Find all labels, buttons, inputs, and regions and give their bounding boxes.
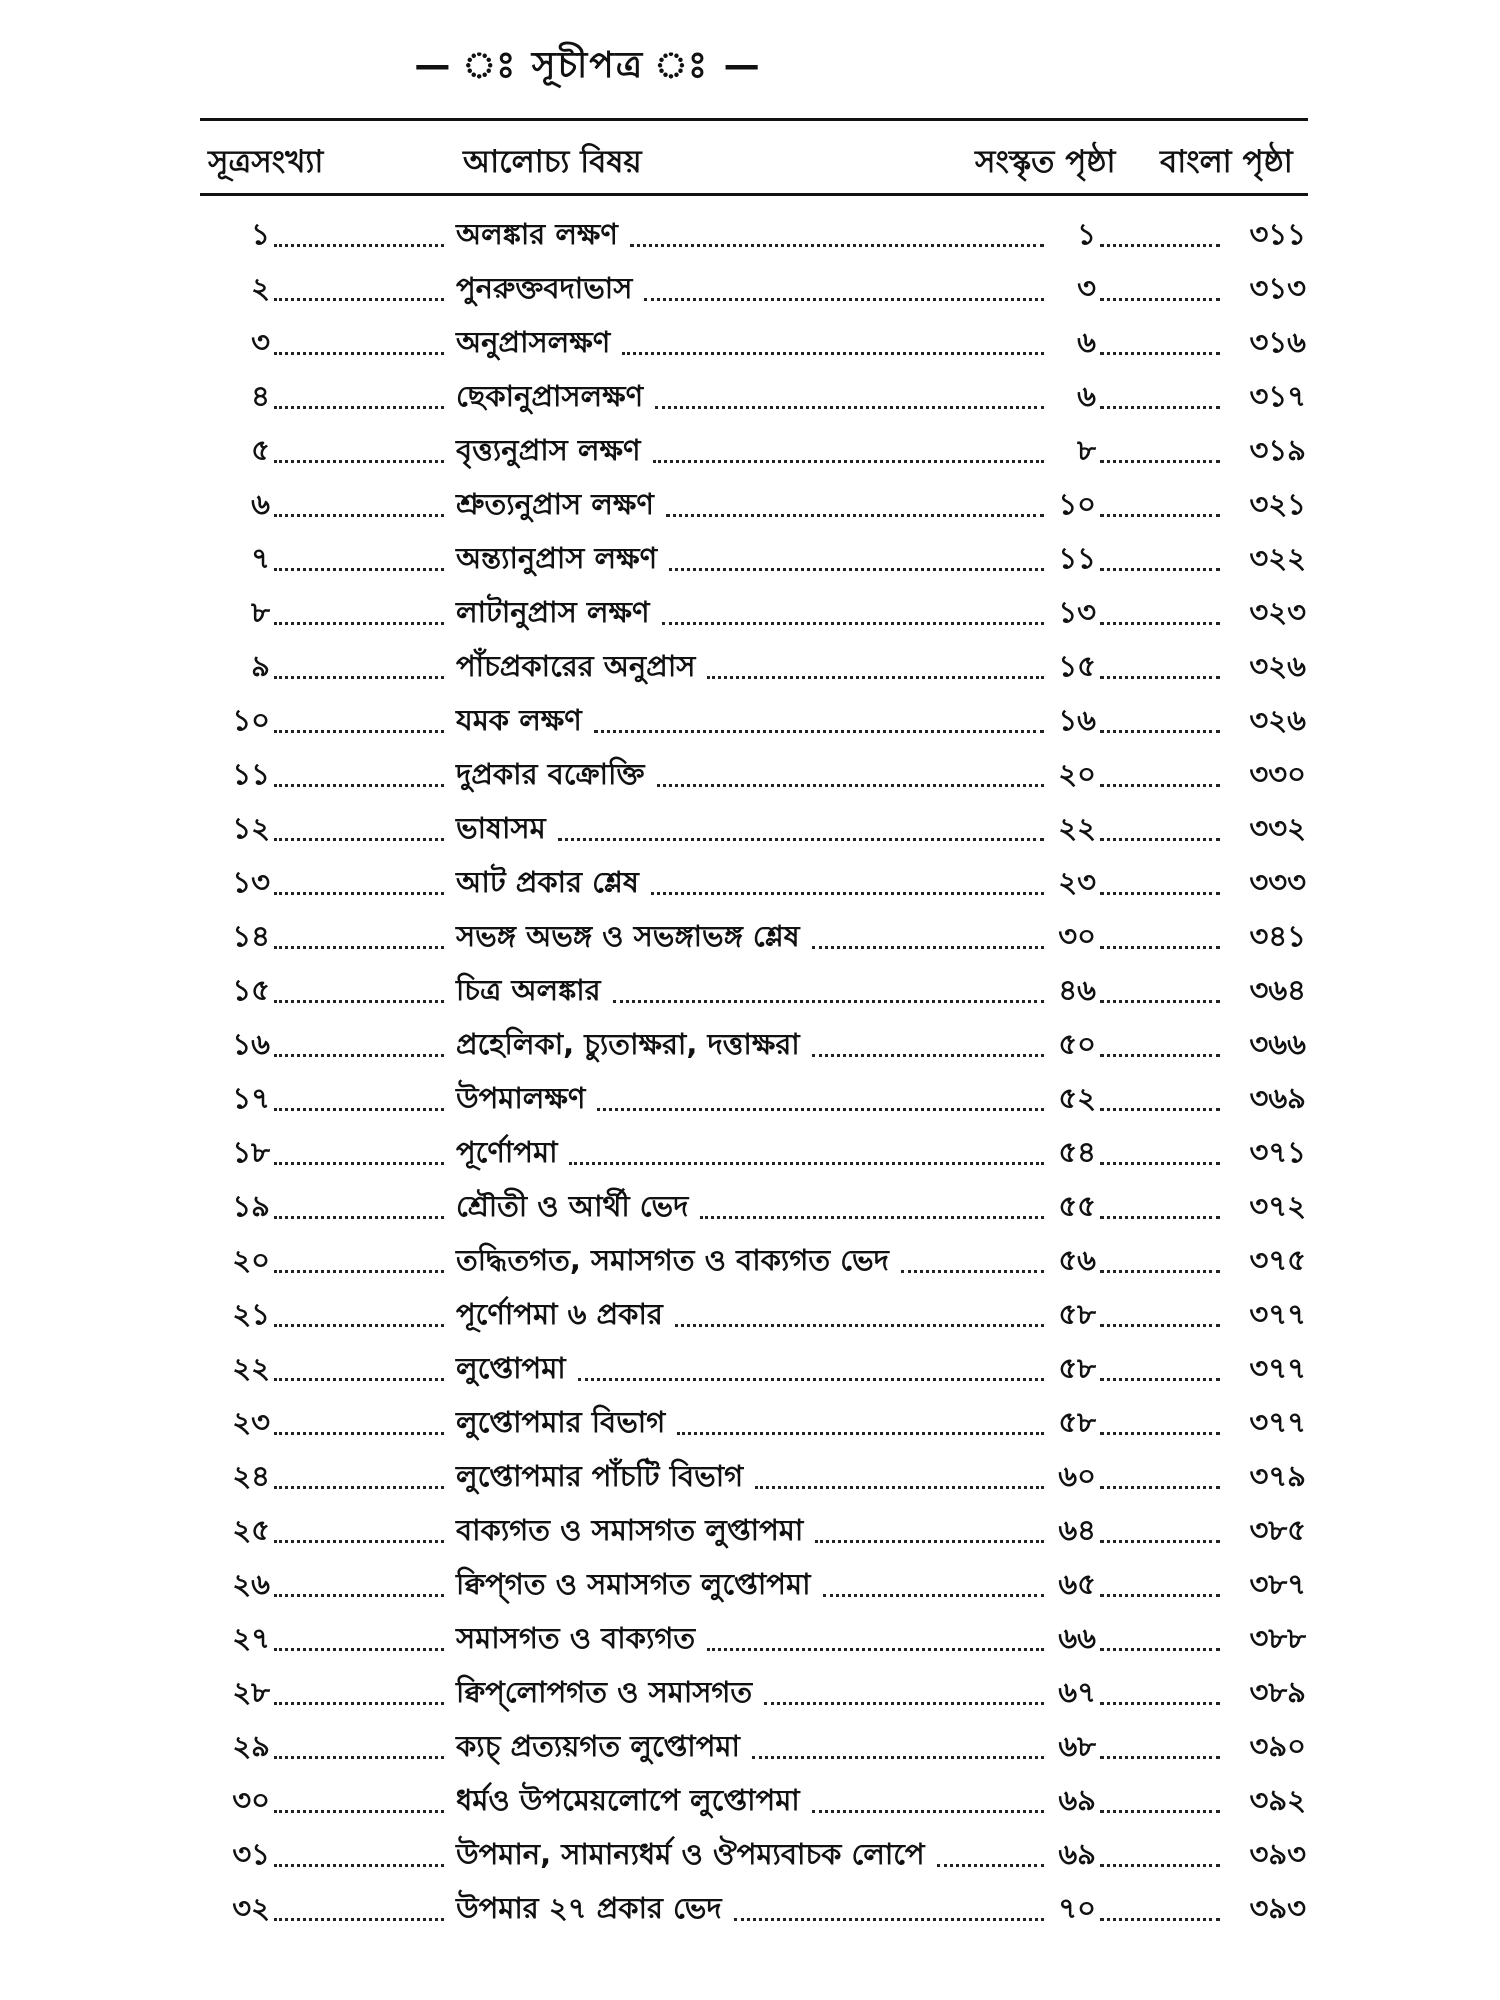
sutra-number: ২০ [232, 1243, 270, 1277]
subject-text: অলঙ্কার লক্ষণ [456, 217, 618, 251]
dot-leader [1100, 892, 1220, 895]
dot-leader [274, 568, 444, 571]
dot-leader [1100, 352, 1220, 355]
subject-text: বৃত্ত্যনুপ্রাস লক্ষণ [456, 433, 641, 467]
dot-leader [815, 1540, 1044, 1543]
bangla-page: ৩৯৩ [1249, 1837, 1306, 1871]
table-row [0, 693, 1500, 747]
subject-text: সভঙ্গ অভঙ্গ ও সভঙ্গাভঙ্গ শ্লেষ [456, 919, 800, 953]
sutra-number: ৩ [251, 325, 270, 359]
subject-text: ধর্মও উপমেয়লোপে লুপ্তোপমা [456, 1783, 800, 1817]
subject-text: শ্রৌতী ও আর্থী ভেদ [456, 1189, 689, 1223]
table-row [0, 963, 1500, 1017]
sutra-number: ২৮ [232, 1675, 270, 1709]
dot-leader [662, 622, 1044, 625]
table-row [0, 1557, 1500, 1611]
dot-leader [274, 1864, 444, 1867]
bangla-page: ৩৮৮ [1249, 1621, 1306, 1655]
bangla-page: ৩৮৭ [1249, 1567, 1306, 1601]
subject-text: ছেকানুপ্রাসলক্ষণ [456, 379, 644, 413]
sanskrit-page: ৫২ [1058, 1081, 1096, 1115]
dot-leader [1100, 1324, 1220, 1327]
table-row [0, 477, 1500, 531]
dot-leader [812, 946, 1044, 949]
dot-leader [1100, 1432, 1220, 1435]
bangla-page: ৩৭৭ [1249, 1297, 1306, 1331]
subject-text: পূর্ণোপমা [456, 1135, 558, 1169]
subject-text: চিত্র অলঙ্কার [456, 973, 601, 1007]
dot-leader [1100, 460, 1220, 463]
table-row [0, 855, 1500, 909]
bangla-page: ৩১১ [1249, 217, 1306, 251]
sanskrit-page: ৫৪ [1058, 1135, 1096, 1169]
subject-text: উপমালক্ষণ [456, 1081, 586, 1115]
dot-leader [569, 1162, 1044, 1165]
table-row [0, 315, 1500, 369]
subject-text: শ্রুত্যনুপ্রাস লক্ষণ [456, 487, 654, 521]
sanskrit-page: ৬ [1077, 325, 1096, 359]
dot-leader [707, 676, 1044, 679]
bangla-page: ৩৩২ [1249, 811, 1306, 845]
dot-leader [755, 1486, 1044, 1489]
sutra-number: ২৯ [232, 1729, 270, 1763]
bangla-page: ৩১৬ [1249, 325, 1306, 359]
sanskrit-page: ৭০ [1058, 1891, 1096, 1925]
table-row [0, 207, 1500, 261]
sanskrit-page: ৫০ [1058, 1027, 1096, 1061]
dot-leader [1100, 838, 1220, 841]
sutra-number: ৩২ [232, 1891, 270, 1925]
dot-leader [1100, 1756, 1220, 1759]
bangla-page: ৩৭৯ [1249, 1459, 1306, 1493]
dot-leader [613, 1000, 1044, 1003]
bangla-page: ৩১৭ [1249, 379, 1306, 413]
sutra-number: ১৭ [232, 1081, 270, 1115]
bangla-page: ৩২২ [1249, 541, 1306, 575]
sutra-number: ১০ [232, 703, 270, 737]
sanskrit-page: ২৩ [1058, 865, 1096, 899]
sutra-number: ২৩ [232, 1405, 270, 1439]
dot-leader [274, 730, 444, 733]
sutra-number: ৫ [251, 433, 270, 467]
bangla-page: ৩৭৫ [1249, 1243, 1306, 1277]
dot-leader [274, 622, 444, 625]
subject-text: ভাষাসম [456, 811, 546, 845]
sanskrit-page: ৬ [1077, 379, 1096, 413]
header-top-rule [200, 118, 1308, 121]
sanskrit-page: ৬৮ [1058, 1729, 1096, 1763]
sanskrit-page: ৮ [1077, 433, 1096, 467]
bangla-page: ৩৬৯ [1249, 1081, 1306, 1115]
sanskrit-page: ৫৮ [1058, 1405, 1096, 1439]
dot-leader [653, 460, 1044, 463]
dot-leader [1100, 1000, 1220, 1003]
table-row [0, 531, 1500, 585]
dot-leader [657, 784, 1044, 787]
sutra-number: ১২ [232, 811, 270, 845]
table-row [0, 1017, 1500, 1071]
dot-leader [644, 298, 1044, 301]
dot-leader [669, 568, 1044, 571]
sutra-number: ১ [251, 217, 270, 251]
dot-leader [274, 1540, 444, 1543]
page-title: — ঃ সূচীপত্র ঃ — [414, 45, 762, 86]
dot-leader [274, 1918, 444, 1921]
sutra-number: ২ [251, 271, 270, 305]
dot-leader [764, 1702, 1044, 1705]
subject-text: ক্বিপ্‌লোপগত ও সমাসগত [456, 1675, 753, 1709]
sutra-number: ১৪ [232, 919, 270, 953]
bangla-page: ৩১৯ [1249, 433, 1306, 467]
sutra-number: ৯ [251, 649, 270, 683]
sutra-number: ২২ [232, 1351, 270, 1385]
table-row [0, 801, 1500, 855]
dot-leader [1100, 406, 1220, 409]
bangla-page: ৩৮৯ [1249, 1675, 1306, 1709]
dot-leader [274, 1594, 444, 1597]
table-row [0, 1881, 1500, 1935]
dot-leader [274, 892, 444, 895]
table-row [0, 369, 1500, 423]
table-row [0, 1341, 1500, 1395]
dot-leader [700, 1216, 1044, 1219]
dot-leader [651, 892, 1044, 895]
sanskrit-page: ৫৫ [1058, 1189, 1096, 1223]
table-row [0, 1719, 1500, 1773]
subject-text: আট প্রকার শ্লেষ [456, 865, 639, 899]
dot-leader [274, 1648, 444, 1651]
bangla-page: ৩৭৭ [1249, 1351, 1306, 1385]
dot-leader [274, 298, 444, 301]
dot-leader [1100, 1216, 1220, 1219]
table-row [0, 1449, 1500, 1503]
dot-leader [274, 352, 444, 355]
bangla-page: ৩৩০ [1249, 757, 1306, 791]
dot-leader [274, 1108, 444, 1111]
table-row [0, 261, 1500, 315]
sanskrit-page: ৬০ [1058, 1459, 1096, 1493]
subject-text: পুনরুক্তবদাভাস [456, 271, 633, 305]
sutra-number: ৪ [251, 379, 270, 413]
dot-leader [274, 406, 444, 409]
dot-leader [597, 1108, 1044, 1111]
dot-leader [812, 1810, 1044, 1813]
dot-leader [274, 460, 444, 463]
column-header-bangla-page: বাংলা পৃষ্ঠা [1160, 144, 1293, 180]
bangla-page: ৩২৬ [1249, 703, 1306, 737]
dot-leader [707, 1648, 1044, 1651]
table-row [0, 747, 1500, 801]
subject-text: লুপ্তোপমা [456, 1351, 566, 1385]
table-row [0, 1071, 1500, 1125]
dot-leader [1100, 784, 1220, 787]
dot-leader [558, 838, 1044, 841]
dot-leader [823, 1594, 1044, 1597]
column-header-sanskrit-page: সংস্কৃত পৃষ্ঠা [975, 144, 1116, 180]
dot-leader [274, 676, 444, 679]
table-row [0, 639, 1500, 693]
sanskrit-page: ২০ [1058, 757, 1096, 791]
dot-leader [1100, 1378, 1220, 1381]
dot-leader [578, 1378, 1044, 1381]
sanskrit-page: ১৩ [1058, 595, 1096, 629]
bangla-page: ৩৭৭ [1249, 1405, 1306, 1439]
sanskrit-page: ৫৮ [1058, 1351, 1096, 1385]
dot-leader [1100, 1162, 1220, 1165]
dot-leader [1100, 1702, 1220, 1705]
dot-leader [1100, 568, 1220, 571]
subject-text: যমক লক্ষণ [456, 703, 582, 737]
bangla-page: ৩৮৫ [1249, 1513, 1306, 1547]
dot-leader [274, 1162, 444, 1165]
table-row [0, 423, 1500, 477]
subject-text: লুপ্তোপমার বিভাগ [456, 1405, 666, 1439]
subject-text: তদ্ধিতগত, সমাসগত ও বাক্যগত ভেদ [456, 1243, 889, 1277]
dot-leader [1100, 1486, 1220, 1489]
sutra-number: ১৯ [232, 1189, 270, 1223]
dot-leader [1100, 622, 1220, 625]
dot-leader [677, 1432, 1044, 1435]
sutra-number: ৬ [251, 487, 270, 521]
dot-leader [1100, 244, 1220, 247]
subject-text: পূর্ণোপমা ৬ প্রকার [456, 1297, 663, 1331]
sutra-number: ২১ [232, 1297, 270, 1331]
sanskrit-page: ৬৯ [1058, 1783, 1096, 1817]
bangla-page: ৩২৬ [1249, 649, 1306, 683]
dot-leader [274, 1000, 444, 1003]
dot-leader [1100, 1918, 1220, 1921]
bangla-page: ৩২১ [1249, 487, 1306, 521]
subject-text: প্রহেলিকা, চ্যুতাক্ষরা, দত্তাক্ষরা [456, 1027, 800, 1061]
subject-text: লুপ্তোপমার পাঁচটি বিভাগ [456, 1459, 744, 1493]
sanskrit-page: ১৫ [1058, 649, 1096, 683]
sutra-number: ৭ [251, 541, 270, 575]
sanskrit-page: ৬৭ [1058, 1675, 1096, 1709]
table-row [0, 1125, 1500, 1179]
bangla-page: ৩৪১ [1249, 919, 1306, 953]
dot-leader [1100, 1108, 1220, 1111]
subject-text: বাক্যগত ও সমাসগত লুপ্তাপমা [456, 1513, 804, 1547]
table-row [0, 1665, 1500, 1719]
dot-leader [1100, 730, 1220, 733]
sutra-number: ২৫ [232, 1513, 270, 1547]
bangla-page: ৩৯২ [1249, 1783, 1306, 1817]
dot-leader [1100, 1864, 1220, 1867]
table-row [0, 1233, 1500, 1287]
sanskrit-page: ৪৬ [1058, 973, 1096, 1007]
dot-leader [1100, 514, 1220, 517]
dot-leader [1100, 1648, 1220, 1651]
dot-leader [274, 244, 444, 247]
dot-leader [274, 784, 444, 787]
dot-leader [274, 1756, 444, 1759]
table-row [0, 1773, 1500, 1827]
sanskrit-page: ৬৯ [1058, 1837, 1096, 1871]
table-row [0, 1611, 1500, 1665]
sutra-number: ১৫ [232, 973, 270, 1007]
sanskrit-page: ৩ [1077, 271, 1096, 305]
dot-leader [1100, 946, 1220, 949]
table-row [0, 1395, 1500, 1449]
table-row [0, 585, 1500, 639]
subject-text: সমাসগত ও বাক্যগত [456, 1621, 696, 1655]
sanskrit-page: ৫৮ [1058, 1297, 1096, 1331]
dot-leader [734, 1918, 1044, 1921]
sutra-number: ৮ [251, 595, 270, 629]
dot-leader [666, 514, 1044, 517]
sanskrit-page: ১০ [1058, 487, 1096, 521]
sanskrit-page: ৫৬ [1058, 1243, 1096, 1277]
dot-leader [655, 406, 1044, 409]
dot-leader [1100, 676, 1220, 679]
bangla-page: ৩৬৪ [1249, 973, 1306, 1007]
table-row [0, 1827, 1500, 1881]
dot-leader [1100, 298, 1220, 301]
sanskrit-page: ৩০ [1058, 919, 1096, 953]
dot-leader [274, 1270, 444, 1273]
subject-text: লাটানুপ্রাস লক্ষণ [456, 595, 650, 629]
table-row [0, 1503, 1500, 1557]
sanskrit-page: ৬৪ [1058, 1513, 1096, 1547]
header-bottom-rule [200, 193, 1308, 196]
dot-leader [274, 838, 444, 841]
subject-text: অন্ত্যানুপ্রাস লক্ষণ [456, 541, 658, 575]
sutra-number: ১৬ [232, 1027, 270, 1061]
dot-leader [1100, 1054, 1220, 1057]
subject-text: দুপ্রকার বক্রোক্তি [456, 757, 645, 791]
bangla-page: ৩৯৩ [1249, 1891, 1306, 1925]
dot-leader [937, 1864, 1044, 1867]
dot-leader [274, 1324, 444, 1327]
dot-leader [274, 1486, 444, 1489]
sutra-number: ৩১ [232, 1837, 270, 1871]
sutra-number: ২৪ [232, 1459, 270, 1493]
dot-leader [752, 1756, 1044, 1759]
dot-leader [812, 1054, 1044, 1057]
bangla-page: ৩৯০ [1249, 1729, 1306, 1763]
bangla-page: ৩৬৬ [1249, 1027, 1306, 1061]
bangla-page: ৩৭২ [1249, 1189, 1306, 1223]
table-row [0, 1287, 1500, 1341]
sanskrit-page: ১১ [1058, 541, 1096, 575]
bangla-page: ৩২৩ [1249, 595, 1306, 629]
table-row [0, 909, 1500, 963]
dot-leader [274, 1054, 444, 1057]
dot-leader [274, 1810, 444, 1813]
dot-leader [622, 352, 1044, 355]
sutra-number: ১৩ [232, 865, 270, 899]
sutra-number: ৩০ [232, 1783, 270, 1817]
dot-leader [901, 1270, 1044, 1273]
dot-leader [274, 1432, 444, 1435]
dot-leader [594, 730, 1044, 733]
sanskrit-page: ৬৬ [1058, 1621, 1096, 1655]
dot-leader [274, 1216, 444, 1219]
dot-leader [630, 244, 1044, 247]
dot-leader [274, 1378, 444, 1381]
dot-leader [274, 514, 444, 517]
sanskrit-page: ২২ [1058, 811, 1096, 845]
dot-leader [675, 1324, 1044, 1327]
dot-leader [1100, 1270, 1220, 1273]
subject-text: ক্বিপ্‌গত ও সমাসগত লুপ্তোপমা [456, 1567, 811, 1601]
sanskrit-page: ১ [1077, 217, 1096, 251]
sutra-number: ১৮ [232, 1135, 270, 1169]
sutra-number: ১১ [232, 757, 270, 791]
dot-leader [274, 1702, 444, 1705]
dot-leader [1100, 1810, 1220, 1813]
column-header-subject: আলোচ্য বিষয় [463, 144, 642, 180]
subject-text: উপমান, সামান্যধর্ম ও ঔপম্যবাচক লোপে [456, 1837, 925, 1871]
dot-leader [1100, 1594, 1220, 1597]
column-header-sutra: সূত্রসংখ্যা [208, 144, 324, 180]
dot-leader [1100, 1540, 1220, 1543]
subject-text: অনুপ্রাসলক্ষণ [456, 325, 611, 359]
bangla-page: ৩৭১ [1249, 1135, 1306, 1169]
sutra-number: ২৭ [232, 1621, 270, 1655]
sanskrit-page: ৬৫ [1058, 1567, 1096, 1601]
table-row [0, 1179, 1500, 1233]
subject-text: উপমার ২৭ প্রকার ভেদ [456, 1891, 722, 1925]
bangla-page: ৩১৩ [1249, 271, 1306, 305]
dot-leader [274, 946, 444, 949]
sutra-number: ২৬ [232, 1567, 270, 1601]
subject-text: ক্যচ্‌ প্রত্যয়গত লুপ্তোপমা [456, 1729, 740, 1763]
subject-text: পাঁচপ্রকারের অনুপ্রাস [456, 649, 696, 683]
sanskrit-page: ১৬ [1058, 703, 1096, 737]
bangla-page: ৩৩৩ [1249, 865, 1306, 899]
